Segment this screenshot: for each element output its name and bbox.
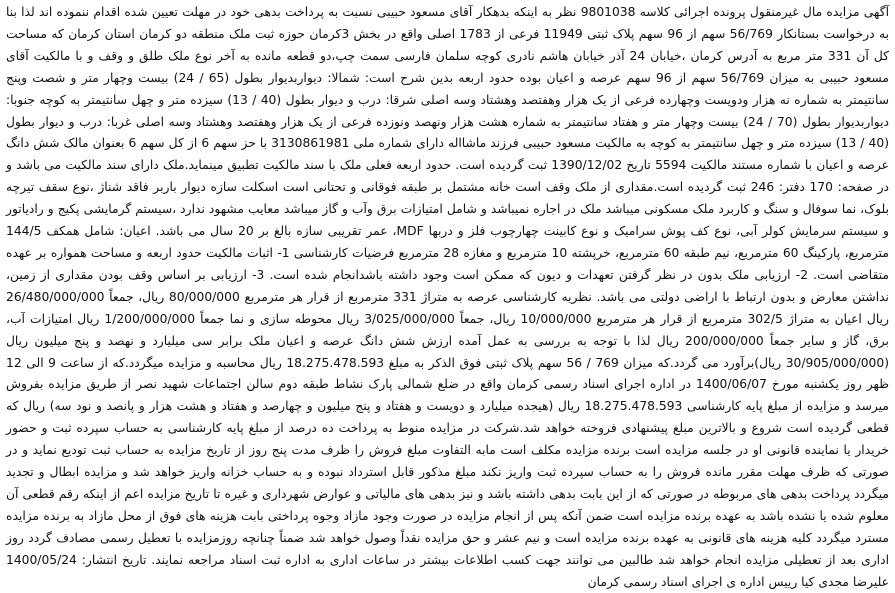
notice-text: آگهی مزایده مال غیرمنقول پرونده اجرائی کلاسه 9801038 نظر به اینکه بدهکار آقای مسعود حبیبی نسبت به پرداخت بدهی خود در مهلت تعیین شده اقدام ننموده اند لذا بنا به درخواست بستانکار 56/769 سهم از 96 سهم پلاک ثبتی 11949 فرعی از 1783 اصلی واقع در بخش 3کرمان حوزه ثبت ملک منطقه دو کرمان استان کرمان که مساحت کل آن 331 متر مربع به آدرس کرمان ،خیابان 24 آذر خیابان هاشم نادری کوچه سلمان فارسی سمت چپ،دو قطعه مانده به آخر نوع ملک طلق و وقف و با مالکیت آقای مسعود حبیبی به میزان 56/769 سهم از 96 سهم عرصه و اعیان بوده حدود اربعه بدین شرح است: شمالا: دیواربدیوار بطول (65 / 24) بیست وچهار متر و شصت وپنج سانتیمتر به شماره نه هزار ودویست وچهارده فرعی از یک هزار وهفتصد وهشتاد وسه اصلی شرقا: درب و دیوار بطول (40 / 13) سیزده متر و چهل سانتیمتر به کوچه جنوبا: دیواربدیوار بطول (70 / 24) بیست وچهار متر و هفتاد سانتیمتر به شماره هشت هزار ونهصد ونوزده فرعی از یک هزار وهفتصد وهشتاد وسه اصلی غربا: درب و دیوار بطول (40 / 13) سیزده متر و چهل سانتیمتر به کوچه به مالکیت مسعود حبیبی فرزند ماشااله دارای شماره ملی 3130861981 با حز سهم 6 از کل سهم 6 بعنوان مالک شش دانگ عرصه و اعیان با شماره مستند مالکیت 5594 تاریخ 1390/12/02 ثبت گردیده است. حدود اربعه فعلی ملک با سند مالکیت تطبیق مینماید.ملک دارای سند مالکیت می باشد و در صفحه: 170 دفتر: 246 ثبت گردیده است.مقداری از ملک وقف است خانه مشتمل بر طبقه فوقانی و تحتانی است اسکلت سازه دیوار باربر فاقد شناژ ،نوع سقف تیرچه بلوک، نما سوفال و سنگ و کاربرد ملک مسکونی میباشد ملک در اجاره نمیباشد و شامل امتیازات برق وآب و گاز میباشد معایب مشهود ندارد ،سیستم گرمایشی پکیج و رادیاتور و سیستم سرمایش کولر آبی، نوع کف پوش سرامیک و نوع کابینت چهارچوب فلز و دربها MDF، عمر تقریبی سازه بالغ بر 20 سال می باشد. اعیان: شامل همکف 144/5 مترمربع، پارکینگ 60 مترمربع، نیم طبقه 60 مترمربع، خرپشته 10 مترمربع و مغازه 28 مترمربع فرضیات کارشناسی 1- اثبات مالکیت حدود اربعه و مساحت همواره بر عهده متقاضی است. 2- ارزیابی ملک بدون در نظر گرفتن تعهدات و دیون که ممکن است وجود داشته باشدانجام شده است. 3- ارزیابی بر اساس وقف بودن مقداری از زمین، نداشتن معارض و بدون ارتباط با اراضی دولتی می باشد. نظریه کارشناسی عرصه به متراژ 331 مترمربع از قرار هر مترمربع 80/000/000 ریال، جمعاً 26/480/000/000 ریال اعیان به متراژ 302/5 مترمربع از قرار هر مترمربع 10/000/000 ریال، جمعاً 3/025/000/000 ریال محوطه سازی و نما جمعاً 1/200/000/000 ریال امتیازات آب، برق، گاز و سایر جمعاً 200/000/000 ریال لذا با توجه به بررسی به عمل آمده ارزش شش دانگ عرصه و اعیان ملک برابر سی میلیارد و نهصد و پنج میلیون ریال (30/905/000/000 ریال)برآورد می گردد.که میزان 769 / 56 سهم پلاک ثبتی فوق الذکر به مبلغ 18.275.478.593 ریال محاسبه و مزایده میگردد.که از ساعت 9 الی 12 ظهر روز یکشنبه مورخ 1400/06/07 در اداره اجرای اسناد رسمی کرمان واقع در ضلع شمالی پارک نشاط طبقه دوم سالن اجتماعات شهید نصر از طریق مزایده بفروش میرسد و مزایده از مبلغ پایه کارشناسی 18.275.478.593 ریال (هیجده میلیارد و دویست و هفتاد و پنج میلیون و چهارصد و هفتاد و هشت هزار و پانصد و نود سه) ریال که قطعی گردیده است شروع و بالاترین مبلغ پیشنهادی فروخته خواهد شد.شرکت در مزایده منوط به پرداخت ده درصد از مبلغ پایه کارشناسی به حساب سپرده ثبت و حضور خریدار یا نماینده قانونی او در جلسه مزایده است برنده مزایده مکلف است مابه التفاوت مبلغ فروش را ظرف مدت پنج روز از تاریخ مزایده به حساب ثبت تودیع نماید و در صورتی که ظرف مهلت مقرر مانده فروش را به حساب سپرده ثبت واریز نکند مبلغ مذکور قابل استرداد نبوده و به حساب خزانه واریز خواهد شد و مزایده ابطال و تجدید میگردد پرداخت بدهی های مربوطه در صورتی که از این بابت بدهی داشته باشد و نیز بدهی های مالیاتی و عوارض شهرداری و غیره تا تاریخ مزایده اعم از اینکه رقم قطعی آن معلوم شده یا نشده باشد به عهده برنده مزایده است ضمن آنکه پس از انجام مزایده در صورت وجود مازاد وجوه پرداختی بابت هزینه های فوق از محل مازاد به برنده مزایده مسترد میگردد کلیه هزینه های قانونی به عهده برنده مزایده است و نیم عشر و حق مزایده نقداً وصول خواهد شد ضمناً چنانچه روزمزایده با تعطیل رسمی مصادف گردد روز اداری بعد از تعطیلی مزایده انجام خواهد شد طالبین می توانند جهت کسب اطلاعات بیشتر در ساعات اداری به اداره ثبت اسناد مراجعه نمایند. تاریخ انتشار: 1400/05/24 علیرضا مجدی کیا رییس اداره ی اجرای اسناد رسمی کرمان [6,5,890,589]
